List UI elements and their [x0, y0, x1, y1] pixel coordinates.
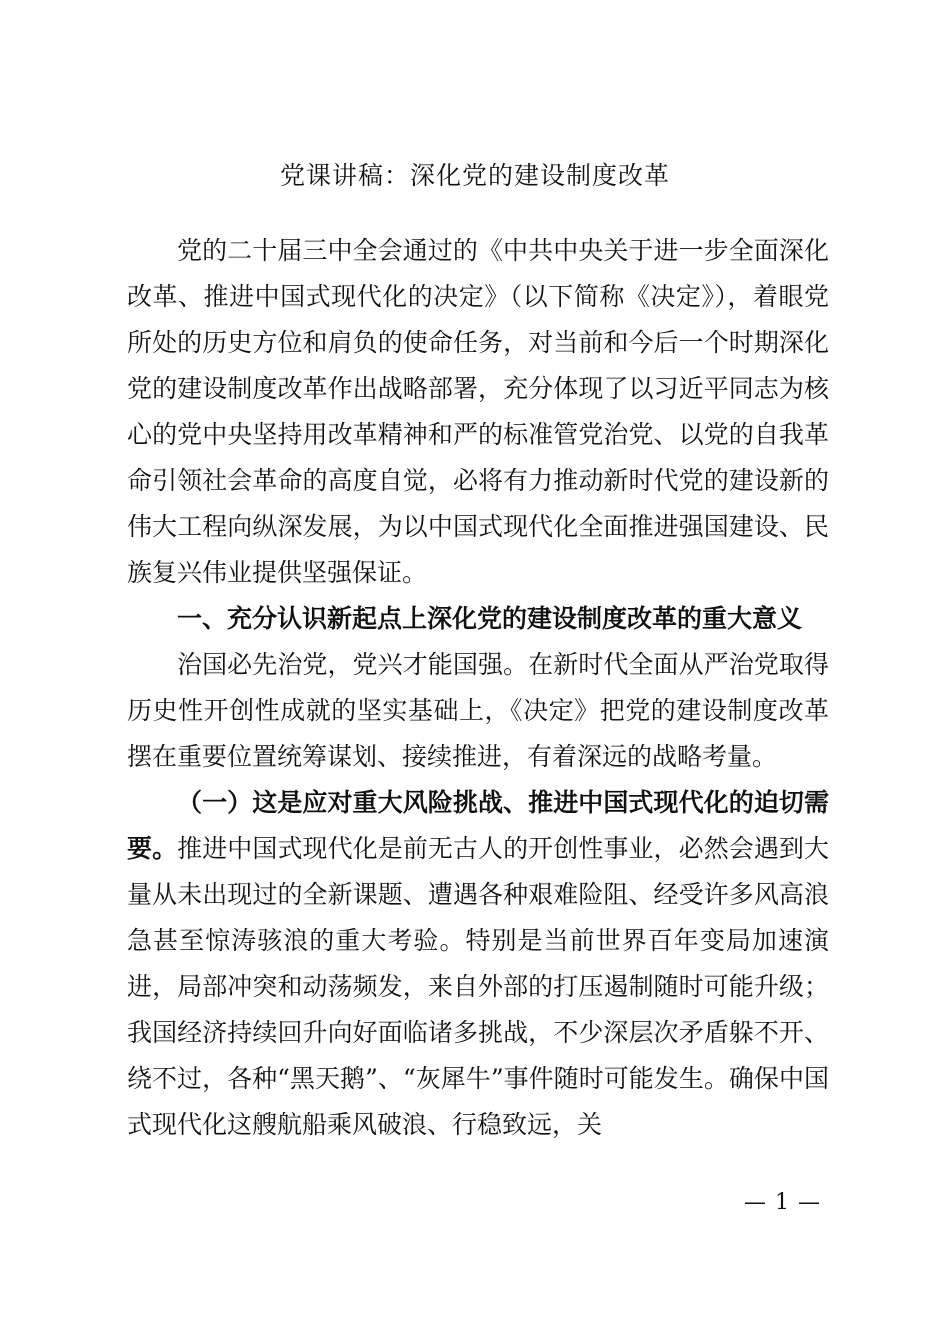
page-number: — 1 — [744, 1190, 821, 1215]
section-heading: 一、充分认识新起点上深化党的建设制度改革的重大意义 [177, 604, 803, 633]
section-paragraph: 治国必先治党，党兴才能国强。在新时代全面从严治党取得历史性开创性成就的坚实基础上，《决定》把党的建设制度改革摆在重要位置统筹谋划、接续推进，有着深远的战略考量。 [127, 650, 829, 771]
intro-paragraph: 党的二十届三中全会通过的《中共中央关于进一步全面深化改革、推进中国式现代化的决定》（以下简称《决定》），着眼党所处的历史方位和肩负的使命任务，对当前和今后一个时期深化党的建设制度改革作出战略部署，充分体现了以习近平同志为核心的党中央坚持用改革精神和严的标准管党治党、以党的自我革命引领社会革命的高度自觉，必将有力推动新时代党的建设新的伟大工程向纵深发展，为以中国式现代化全面推进强国建设、民族复兴伟业提供坚强保证。 [127, 236, 829, 587]
body-text [127, 228, 829, 1148]
subsection-paragraph [127, 780, 829, 1148]
page-title: 党课讲稿：深化党的建设制度改革 [279, 161, 670, 190]
subsection-heading: （一）这是应对重大风险挑战、推进中国式现代化的迫切需要。 [127, 788, 829, 863]
subsection-body: 推进中国式现代化是前无古人的开创性事业，必然会遇到大量从未出现过的全新课题、遭遇各种艰难险阻、经受许多风高浪急甚至惊涛骇浪的重大考验。特别是当前世界百年变局加速演进，局部冲突和动荡频发，来自外部的打压遏制随时可能升级；我国经济持续回升向好面临诸多挑战，不少深层次矛盾躲不开、绕不过，各种“黑天鹅”、“灰犀牛”事件随时可能发生。确保中国式现代化这艘航船乘风破浪、行稳致远，关 [127, 834, 829, 1139]
